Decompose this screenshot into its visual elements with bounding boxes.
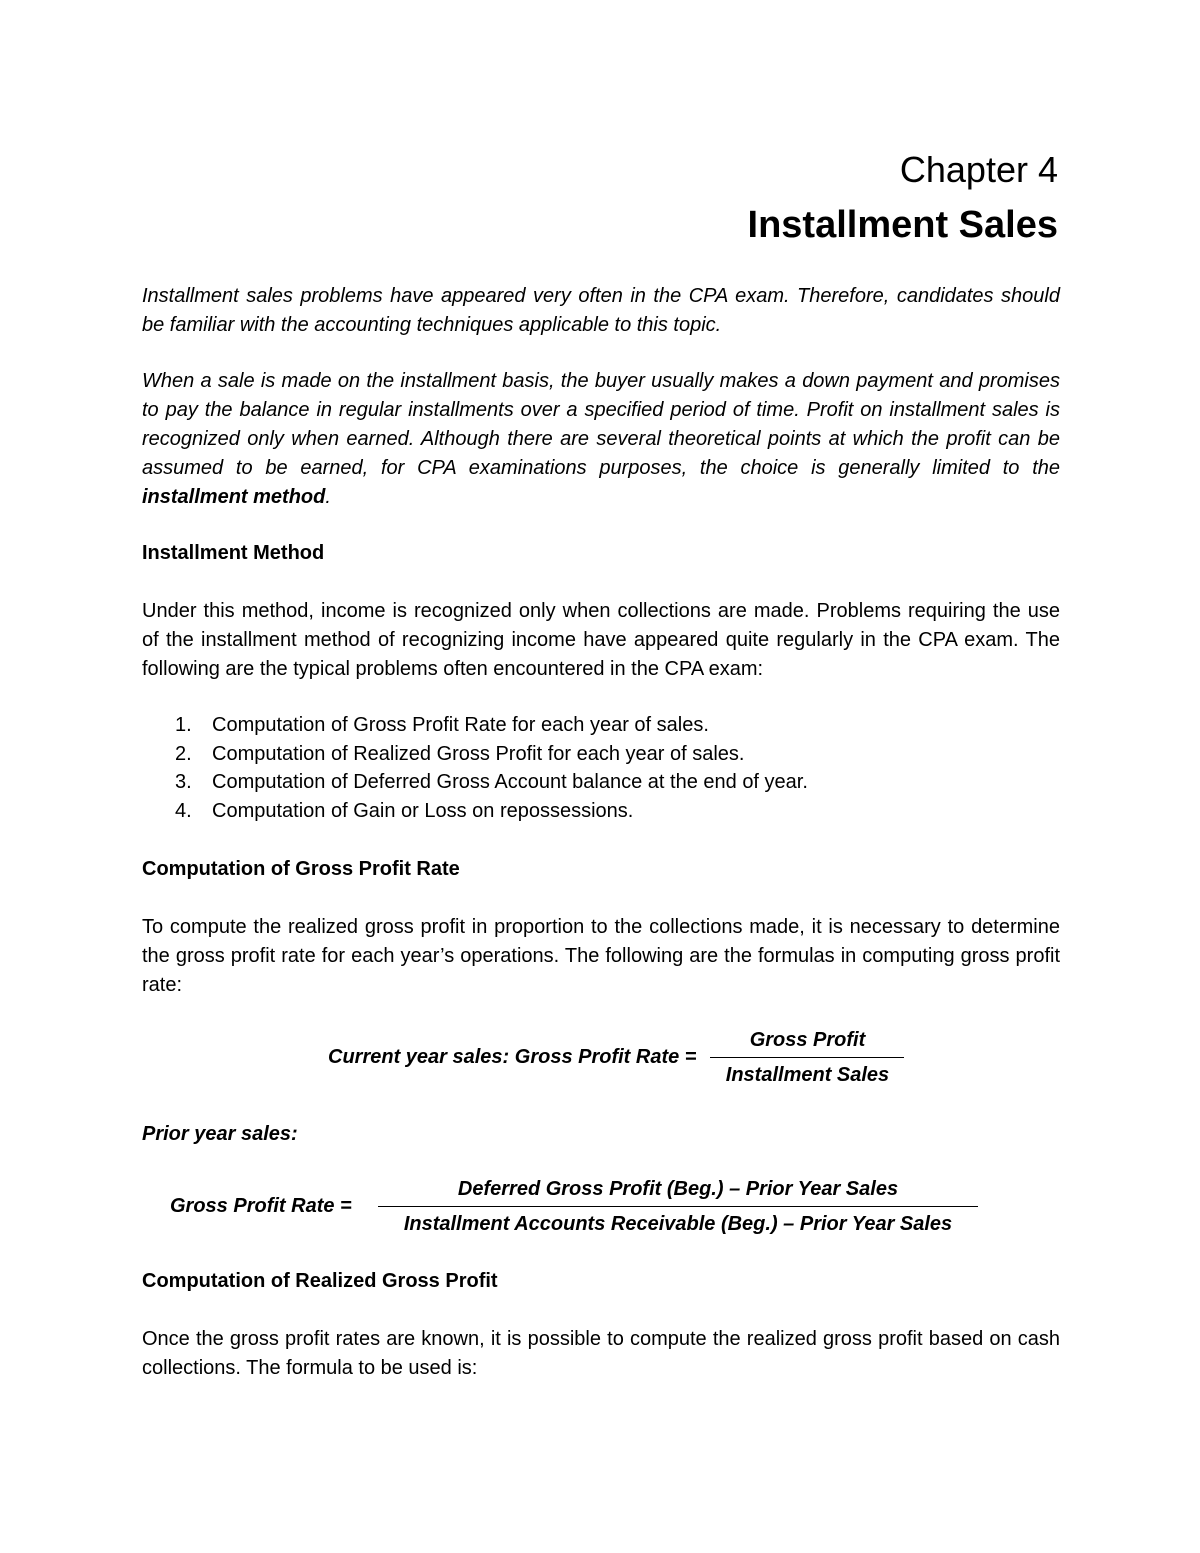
list-item-text: Computation of Deferred Gross Account balance at the end of year. [212,771,808,793]
list-item-text: Computation of Realized Gross Profit for each year of sales. [212,742,745,765]
list-item [142,711,1060,740]
current-year-fraction [710,1027,904,1088]
list-item-number: 2. [175,742,192,765]
prior-year-formula-label: Gross Profit Rate = [170,1195,352,1217]
current-year-formula [328,1027,904,1088]
list-item-text: Computation of Gross Profit Rate for each year of sales. [212,714,709,736]
current-year-numerator: Gross Profit [710,1027,904,1058]
chapter-number: Chapter 4 [899,149,1058,190]
list-item [142,740,1060,769]
intro-paragraph-1: Installment sales problems have appeared very often in the CPA exam. Therefore, candidates should be familiar with the accounting techniques applicable to this topic. [142,285,1060,336]
intro-paragraph-2-text: When a sale is made on the installment basis, the buyer usually makes a down payment and promises to pay the balance in regular installments over a specified period of time. Profit on installment sales is recognized only when earned. Although there are several theoretical points at which the profit can be assumed to be earned, for CPA examinations purposes, the choice is generally limited to the [142,370,1060,479]
intro-paragraph-2-end: . [325,486,331,508]
list-item-number: 1. [175,714,192,736]
realized-gross-profit-heading: Computation of Realized Gross Profit [142,1270,498,1292]
current-year-formula-label: Current year sales: Gross Profit Rate = [328,1046,697,1068]
realized-gross-profit-paragraph: Once the gross profit rates are known, it is possible to compute the realized gross profit based on cash collections. The formula to be used is: [142,1328,1060,1379]
typical-problems-list [142,711,1060,825]
installment-method-emphasis: installment method [142,486,326,508]
installment-method-paragraph: Under this method, income is recognized only when collections are made. Problems requiring the use of the installment method of recognizing income have appeared quite regularly in the CPA exam. The following are the typical problems often encountered in the CPA exam: [142,600,1060,680]
list-item-text: Computation of Gain or Loss on repossessions. [212,799,634,822]
prior-year-numerator: Deferred Gross Profit (Beg.) – Prior Year Sales [378,1176,978,1207]
prior-year-fraction [378,1176,978,1237]
prior-year-label: Prior year sales: [142,1123,298,1145]
gross-profit-rate-heading: Computation of Gross Profit Rate [142,858,460,880]
chapter-title: Installment Sales [747,204,1058,246]
list-item-number: 4. [175,799,192,822]
installment-method-heading: Installment Method [142,542,325,564]
current-year-denominator: Installment Sales [725,1064,890,1086]
list-item-number: 3. [175,771,192,793]
list-item [142,768,1060,797]
prior-year-formula [170,1176,978,1237]
prior-year-denominator: Installment Accounts Receivable (Beg.) – Prior Year Sales [403,1213,953,1235]
gross-profit-rate-paragraph: To compute the realized gross profit in proportion to the collections made, it is necessary to determine the gross profit rate for each year’s operations. The following are the formulas in computing gross profit rate: [142,916,1060,996]
list-item [142,797,1060,826]
intro-paragraph-2 [142,367,1060,512]
